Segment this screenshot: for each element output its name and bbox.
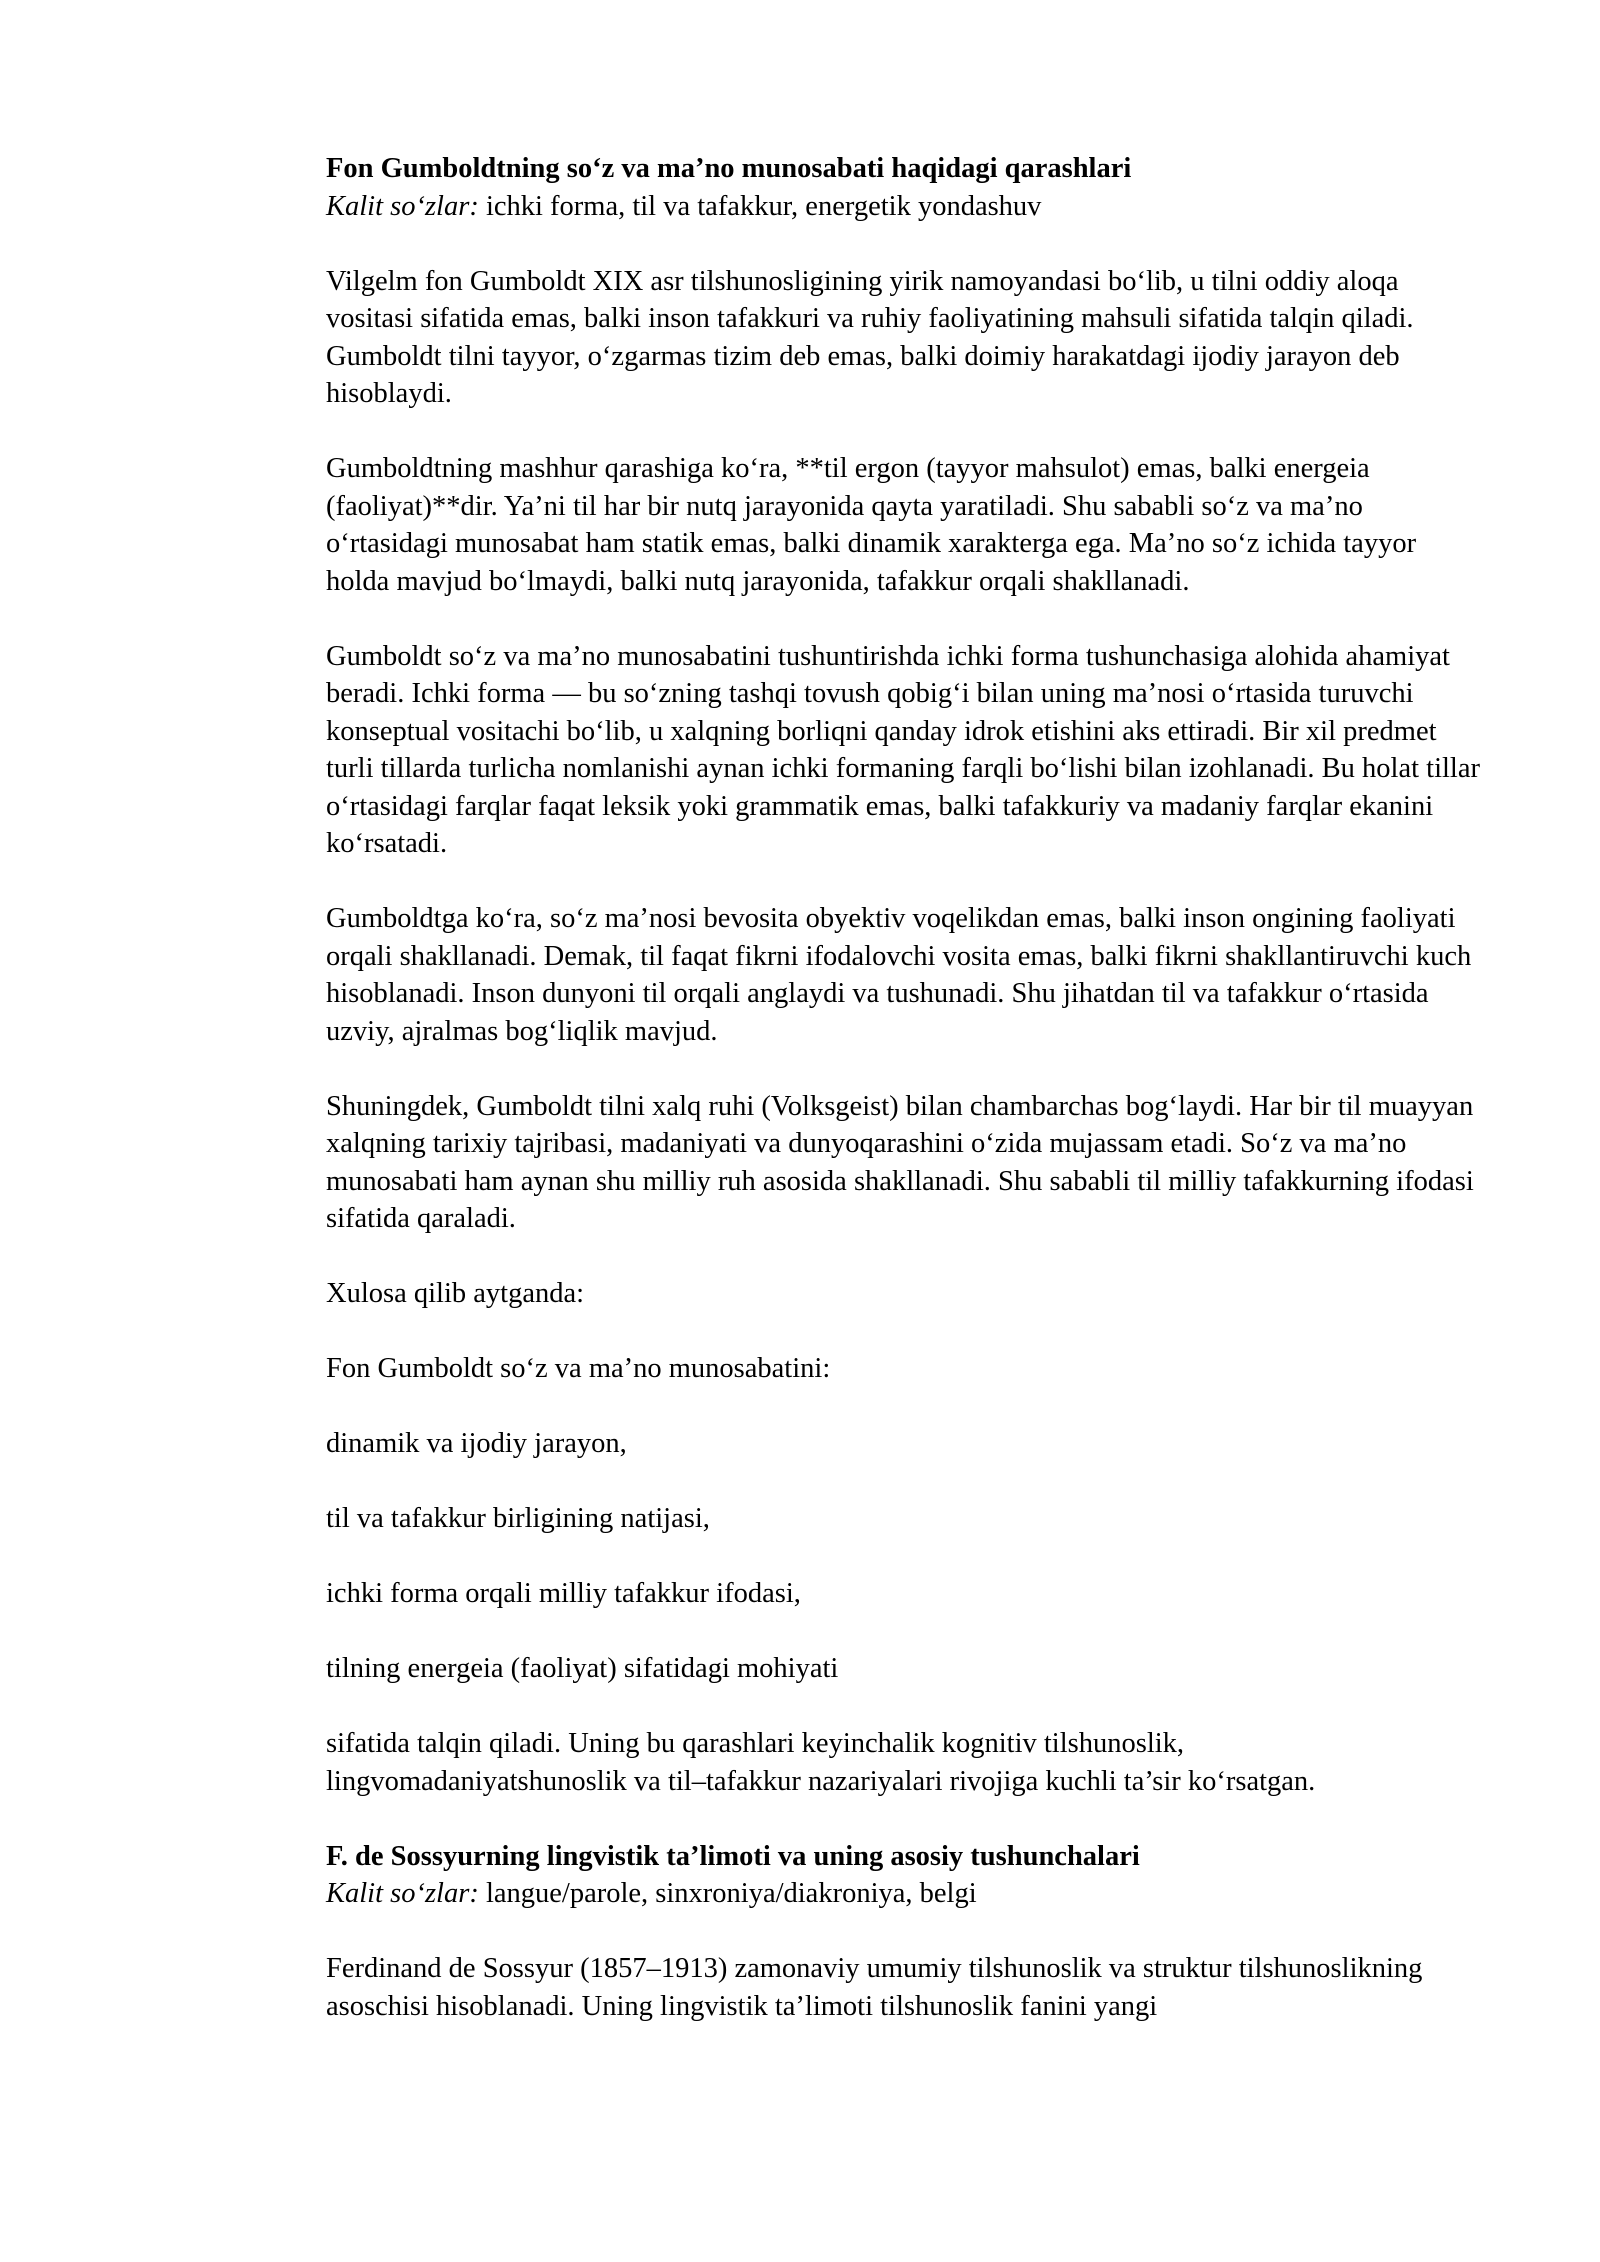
conclusion-intro: Xulosa qilib aytganda: — [326, 1278, 585, 1309]
section-title: F. de Sossyurning lingvistik ta’limoti va uning asosiy tushunchalari — [326, 1840, 1140, 1872]
conclusion-item: ichki forma orqali milliy tafakkur ifodasi, — [326, 1578, 801, 1609]
keywords-text: ichki forma, til va tafakkur, energetik yondashuv — [478, 190, 1042, 222]
keywords-text: langue/parole, sinxroniya/diakroniya, belgi — [478, 1878, 977, 1909]
keywords-label: Kalit so‘zlar: — [326, 190, 479, 222]
keywords-line — [326, 188, 1486, 226]
paragraph: Shuningdek, Gumboldt tilni xalq ruhi (Volksgeist) bilan chambarchas bog‘laydi. Har bir til muayyan xalqning tarixiy tajribasi, madaniyati va dunyoqarashini o‘zida mujassam etadi. So‘z va ma’no munosabati ham aynan shu milliy ruh asosida shakllanadi. Shu sababli til milliy tafakkurning ifodasi sifatida qaraladi. — [326, 1090, 1474, 1234]
paragraph: Gumboldtga ko‘ra, so‘z ma’nosi bevosita obyektiv voqelikdan emas, balki inson ongining faoliyati orqali shakllanadi. Demak, til faqat fikrni ifodalovchi vosita emas, balki fikrni shakllantiruvchi kuch hisoblanadi. Inson dunyoni til orqali anglaydi va tushunadi. Shu jihatdan til va tafakkur o‘rtasida uzviy, ajralmas bog‘liqlik mavjud. — [326, 903, 1472, 1047]
conclusion-end: sifatida talqin qiladi. Uning bu qarashlari keyinchalik kognitiv tilshunoslik, lingvomadaniyatshunoslik va til–tafakkur nazariyalari rivojiga kuchli ta’sir ko‘rsatgan. — [326, 1728, 1316, 1797]
paragraph: Vilgelm fon Gumboldt XIX asr tilshunosligining yirik namoyandasi bo‘lib, u tilni oddiy aloqa vositasi sifatida emas, balki inson tafakkuri va ruhiy faoliyatining mahsuli sifatida talqin qiladi. Gumboldt tilni tayyor, o‘zgarmas tizim deb emas, balki doimiy harakatdagi ijodiy jarayon deb hisoblaydi. — [326, 265, 1414, 409]
document-page — [326, 150, 1486, 2025]
conclusion-item: dinamik va ijodiy jarayon, — [326, 1428, 627, 1459]
keywords-label: Kalit so‘zlar: — [326, 1878, 479, 1909]
paragraph: Gumboldt so‘z va ma’no munosabatini tushuntirishda ichki forma tushunchasiga alohida ahamiyat beradi. Ichki forma — bu so‘zning tashqi tovush qobig‘i bilan uning ma’nosi o‘rtasida turuvchi konseptual vositachi bo‘lib, u xalqning borliqni qanday idrok etishini aks ettiradi. Bir xil predmet turli tillarda turlicha nomlanishi aynan ichki formaning farqli bo‘lishi bilan izohlanadi. Bu holat tillar o‘rtasidagi farqlar faqat leksik yoki grammatik emas, balki tafakkuriy va madaniy farqlar ekanini ko‘rsatadi. — [326, 640, 1480, 859]
section-title: Fon Gumboldtning so‘z va ma’no munosabati haqidagi qarashlari — [326, 153, 1132, 184]
conclusion-lead: Fon Gumboldt so‘z va ma’no munosabatini: — [326, 1353, 831, 1384]
conclusion-item: til va tafakkur birligining natijasi, — [326, 1503, 710, 1534]
keywords-line — [326, 1875, 1486, 1913]
paragraph: Ferdinand de Sossyur (1857–1913) zamonaviy umumiy tilshunoslik va struktur tilshunoslikning asoschisi hisoblanadi. Uning lingvistik ta’limoti tilshunoslik fanini yangi — [326, 1953, 1423, 2022]
conclusion-item: tilning energeia (faoliyat) sifatidagi mohiyati — [326, 1653, 839, 1684]
paragraph: Gumboldtning mashhur qarashiga ko‘ra, **til ergon (tayyor mahsulot) emas, balki energeia (faoliyat)**dir. Ya’ni til har bir nutq jarayonida qayta yaratiladi. Shu sababli so‘z va ma’no o‘rtasidagi munosabat ham statik emas, balki dinamik xarakterga ega. Ma’no so‘z ichida tayyor holda mavjud bo‘lmaydi, balki nutq jarayonida, tafakkur orqali shakllanadi. — [326, 453, 1417, 597]
